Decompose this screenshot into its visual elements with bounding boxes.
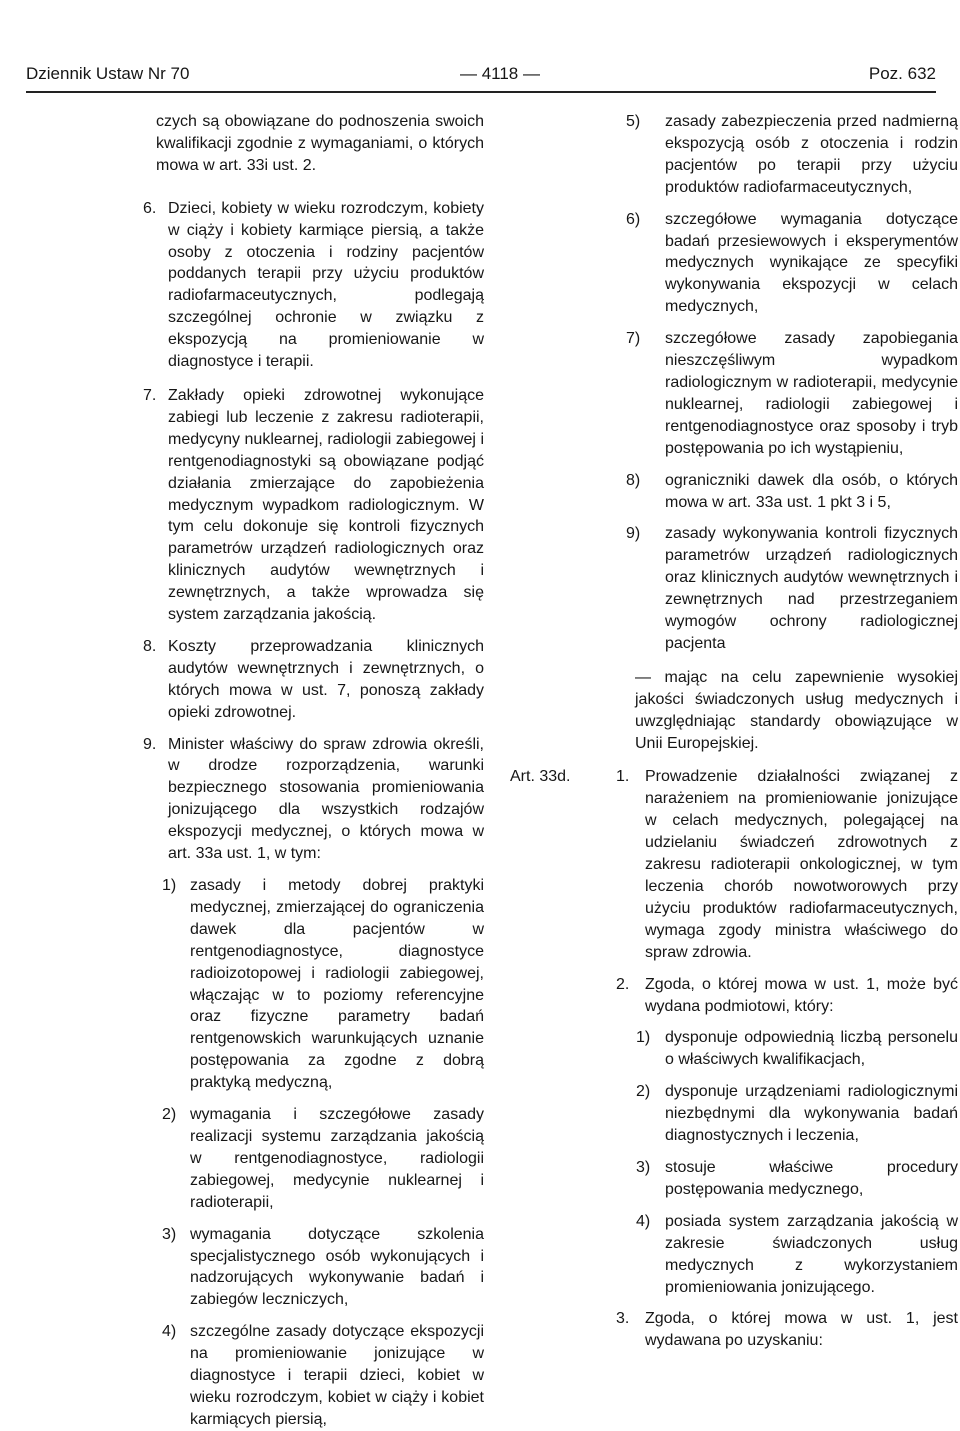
item-number: 1) xyxy=(636,1029,651,1047)
item-number: 3) xyxy=(636,1158,651,1176)
list-item-8 xyxy=(508,470,958,514)
paragraph-text: Zgoda, o której mowa w ust. 1, może być wydana podmiotowi, który: xyxy=(645,975,958,1015)
paragraph-6 xyxy=(143,198,484,373)
article-33d-para-2 xyxy=(508,974,958,1018)
position-number: Poz. 632 xyxy=(868,64,936,83)
closing-clause xyxy=(508,667,958,755)
item-text: dysponuje urządzeniami radiologicznymi niezbędnymi dla wykonywania badań diagnostycznych i leczenia, xyxy=(665,1083,958,1145)
list-item-1 xyxy=(154,875,484,1094)
paragraph-number: 8. xyxy=(143,637,157,655)
paragraph-text: Minister właściwy do spraw zdrowia określi, w drodze rozporządzenia, warunki bezpiecznego stosowania promieniowania jonizującego dla wszystkich rodzajów ekspozycji medycznej, o których mowa w art. 33a ust. 1, w tym: xyxy=(168,735,484,863)
item-text: szczegółowe zasady zapobiegania nieszczęśliwym wypadkom radiologicznym w radioterapii, medycynie nuklearnej, radiologii zabiegowej i rentgenodiagnostyce oraz sposoby i tryb postępowania po ich wystąpieniu, xyxy=(665,330,958,457)
sub-item-4 xyxy=(508,1211,958,1299)
list-item-4 xyxy=(154,1321,484,1431)
item-text: szczególne zasady dotyczące ekspozycji na promieniowanie jonizujące w diagnostyce i terapii dzieci, kobiet w wieku rozrodczym, kobiet w ciąży i kobiet karmiących piersią, xyxy=(190,1323,484,1428)
right-column xyxy=(508,111,958,1352)
item-number: 4) xyxy=(636,1212,651,1230)
item-number: 6) xyxy=(626,210,641,228)
paragraph-number: 3. xyxy=(616,1310,630,1328)
page-number: — 4118 — xyxy=(459,64,540,83)
item-number: 5) xyxy=(626,113,641,130)
item-number: 8) xyxy=(626,471,641,489)
paragraph-text: Zakłady opieki zdrowotnej wykonujące zabiegi lub leczenie z zakresu radioterapii, medycyny nuklearnej, radiologii zabiegowej i rentgenodiagnostyki są obowiązane podjąć działania zmierzające do zapobieżenia medycznym wypadkom radiologicznym. W tym celu dokonuje się kontroli fizycznych parametrów urządzeń radiologicznych oraz klinicznych audytów wewnętrznych i zewnętrznych, a także wprowadza się system zarządzania jakością. xyxy=(168,386,484,624)
left-column xyxy=(143,111,484,1431)
paragraph-text: Koszty przeprowadzania klinicznych audytów wewnętrznych i zewnętrznych, o których mowa w ust. 7, ponoszą zakłady opieki zdrowotnej. xyxy=(168,637,484,721)
sub-item-1 xyxy=(508,1027,958,1071)
article-33d-para-1 xyxy=(508,766,958,963)
paragraph-8 xyxy=(143,636,484,724)
closing-text: — mając na celu zapewnienie wysokiej jakości świadczonych usług medycznych i uwzględniając standardy obowiązujące w Unii Europejskiej. xyxy=(635,668,958,752)
paragraph-text: Dzieci, kobiety w wieku rozrodczym, kobiety w ciąży i kobiety karmiące piersią, a także osoby z otoczenia i rodziny pacjentów poddanych terapii przy użyciu produktów radiofarmaceutycznych, podlegają szczególnej ochronie w związku z ekspozycją na promieniowanie w diagnostyce i terapii. xyxy=(168,199,484,371)
item-text: stosuje właściwe procedury postępowania medycznego, xyxy=(665,1158,958,1198)
item-number: 9) xyxy=(626,525,641,543)
article-33d-para-3 xyxy=(508,1308,958,1352)
item-text: ograniczniki dawek dla osób, o których mowa w art. 33a ust. 1 pkt 3 i 5, xyxy=(665,471,958,511)
list-item-5 xyxy=(508,111,958,199)
item-text: posiada system zarządzania jakością w zakresie świadczonych usług medycznych z wykorzystaniem promieniowania jonizującego. xyxy=(665,1212,958,1296)
continuation-text: czych są obowiązane do podnoszenia swoich kwalifikacji zgodnie z wymaganiami, o których mowa w art. 33i ust. 2. xyxy=(156,113,484,174)
list-item-9 xyxy=(508,523,958,654)
list-item-7 xyxy=(508,328,958,459)
item-text: szczegółowe wymagania dotyczące badań przesiewowych i eksperymentów medycznych wynikające ze specyfiki wykonywania ekspozycji w celach medycznych, xyxy=(665,210,958,316)
paragraph-number: 1. xyxy=(616,768,630,786)
paragraph-number: 6. xyxy=(143,199,157,217)
sub-item-2 xyxy=(508,1081,958,1147)
list-item-3 xyxy=(154,1224,484,1312)
item-text: zasady zabezpieczenia przed nadmierną ekspozycją osób z otoczenia i rodzin pacjentów po terapii przy użyciu produktów radiofarmaceutycznych, xyxy=(665,113,958,196)
paragraph-text: Zgoda, o której mowa w ust. 1, jest wydawana po uzyskaniu: xyxy=(645,1310,958,1350)
journal-title: Dziennik Ustaw Nr 70 xyxy=(26,64,190,83)
item-number: 4) xyxy=(162,1323,177,1341)
list-item-6 xyxy=(508,209,958,319)
list-item-2 xyxy=(154,1104,484,1214)
item-number: 2) xyxy=(162,1106,177,1124)
item-number: 1) xyxy=(162,877,177,894)
paragraph-number: 7. xyxy=(143,386,157,404)
paragraph-9 xyxy=(143,734,484,865)
item-text: wymagania i szczegółowe zasady realizacji systemu zarządzania jakością w rentgenodiagnostyce, radiologii zabiegowej, medycynie nuklearnej i radioterapii, xyxy=(190,1106,484,1211)
item-text: zasady i metody dobrej praktyki medycznej, zmierzającej do ograniczenia dawek dla pacjentów w rentgenodiagnostyce, diagnostyce radioizotopowej i radiologii zabiegowej, włączając w to poziomy referencyjne oraz fizyczne parametry badań rentgenowskich warunkujących uznanie postępowania za zgodne z dobrą praktyką medyczną, xyxy=(190,877,484,1092)
sub-item-3 xyxy=(508,1157,958,1201)
article-label: Art. 33d. xyxy=(510,768,571,786)
item-text: zasady wykonywania kontroli fizycznych parametrów urządzeń radiologicznych oraz klinicznych audytów wewnętrznych i zewnętrznych nad przestrzeganiem wymogów ochrony radiologicznej pacjenta xyxy=(665,525,958,652)
item-number: 7) xyxy=(626,330,641,348)
paragraph-7 xyxy=(143,385,484,626)
item-number: 2) xyxy=(636,1083,651,1101)
item-number: 3) xyxy=(162,1225,177,1243)
paragraph-number: 9. xyxy=(143,735,157,753)
paragraph-number: 2. xyxy=(616,975,630,993)
item-text: dysponuje odpowiednią liczbą personelu o właściwych kwalifikacjach, xyxy=(665,1029,958,1069)
header-rule xyxy=(26,91,936,93)
item-text: wymagania dotyczące szkolenia specjalistycznego osób wykonujących i nadzorujących wykonywanie badań i zabiegów leczniczych, xyxy=(190,1225,484,1309)
paragraph-text: Prowadzenie działalności związanej z narażeniem na promieniowanie jonizujące w celach medycznych, polegającej na udzielaniu świadczeń zdrowotnych z zakresu radioterapii onkologicznej, w tym leczenia chorób nowotworowych przy użyciu produktów radiofarmaceutycznych, wymaga zgody ministra właściwego do spraw zdrowia. xyxy=(645,768,958,961)
